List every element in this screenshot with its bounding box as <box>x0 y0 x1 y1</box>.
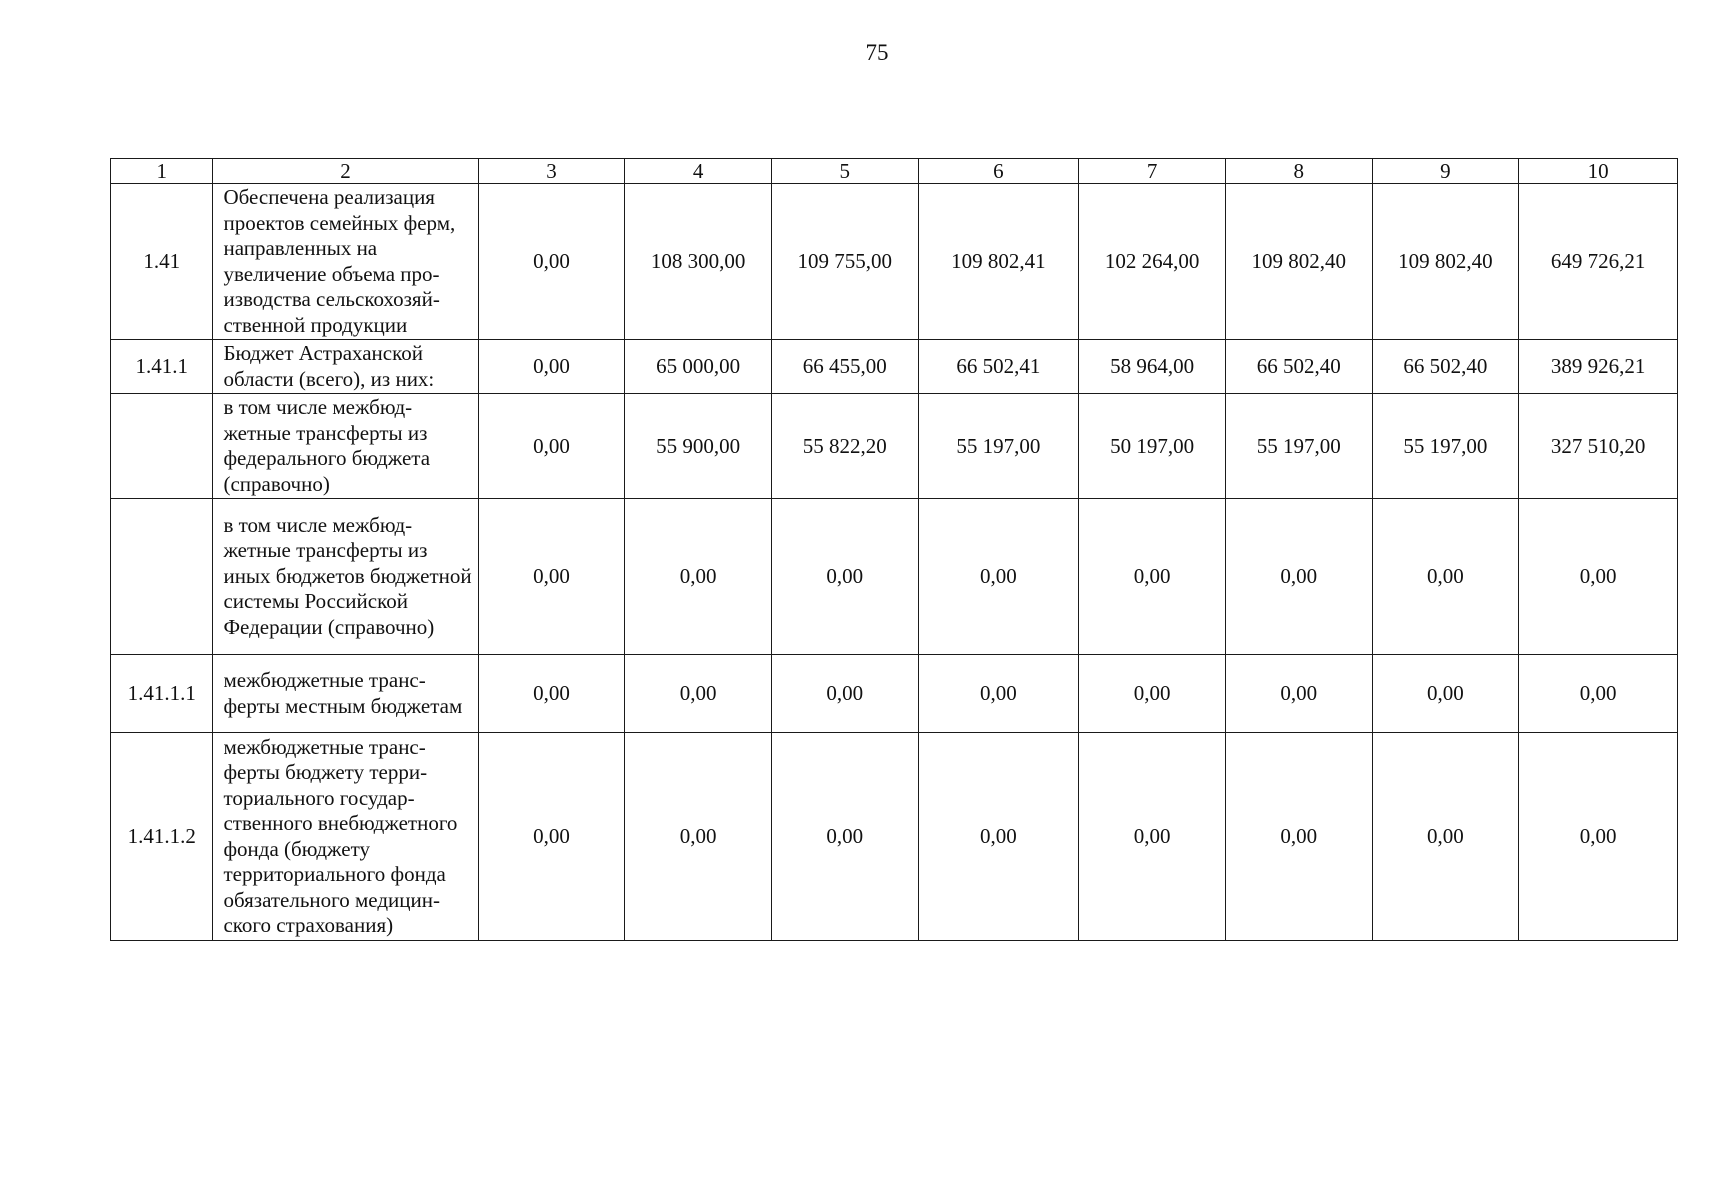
table-row <box>111 655 1678 733</box>
value-cell: 66 502,40 <box>1372 340 1519 394</box>
value-cell: 0,00 <box>1079 733 1226 941</box>
row-description: межбюджетные трансферты бюджету территориального государственного внебюджетного фонда (бюджету территориального фонда обязательного медицинского страхования) <box>213 733 478 941</box>
value-cell: 0,00 <box>478 184 625 340</box>
column-header: 2 <box>213 159 478 184</box>
value-cell: 58 964,00 <box>1079 340 1226 394</box>
value-cell: 109 802,40 <box>1372 184 1519 340</box>
row-code <box>111 394 213 499</box>
budget-table <box>110 158 1678 941</box>
column-header: 8 <box>1225 159 1372 184</box>
value-cell: 0,00 <box>478 655 625 733</box>
value-cell: 109 802,41 <box>918 184 1079 340</box>
row-description: Обеспечена реализация проектов семейных ферм, направленных на увеличение объема производства сельскохозяйственной продукции <box>213 184 478 340</box>
column-header: 4 <box>625 159 772 184</box>
value-cell: 0,00 <box>1372 655 1519 733</box>
table-row <box>111 340 1678 394</box>
value-cell: 0,00 <box>1225 655 1372 733</box>
value-cell: 108 300,00 <box>625 184 772 340</box>
value-cell: 55 822,20 <box>771 394 918 499</box>
value-cell: 0,00 <box>1372 733 1519 941</box>
value-cell: 0,00 <box>1519 733 1678 941</box>
column-number-header-row <box>111 159 1678 184</box>
value-cell: 65 000,00 <box>625 340 772 394</box>
value-cell: 55 900,00 <box>625 394 772 499</box>
value-cell: 102 264,00 <box>1079 184 1226 340</box>
value-cell: 0,00 <box>771 655 918 733</box>
table-row <box>111 184 1678 340</box>
value-cell: 0,00 <box>1225 499 1372 655</box>
value-cell: 0,00 <box>918 733 1079 941</box>
column-header: 9 <box>1372 159 1519 184</box>
value-cell: 0,00 <box>918 499 1079 655</box>
table-row <box>111 394 1678 499</box>
row-code: 1.41.1.2 <box>111 733 213 941</box>
value-cell: 66 455,00 <box>771 340 918 394</box>
value-cell: 0,00 <box>625 733 772 941</box>
value-cell: 327 510,20 <box>1519 394 1678 499</box>
value-cell: 109 802,40 <box>1225 184 1372 340</box>
value-cell: 0,00 <box>478 499 625 655</box>
table-row <box>111 733 1678 941</box>
value-cell: 55 197,00 <box>1225 394 1372 499</box>
row-code <box>111 499 213 655</box>
row-code: 1.41 <box>111 184 213 340</box>
value-cell: 0,00 <box>625 499 772 655</box>
value-cell: 109 755,00 <box>771 184 918 340</box>
column-header: 3 <box>478 159 625 184</box>
row-description: межбюджетные трансферты местным бюджетам <box>213 655 478 733</box>
column-header: 5 <box>771 159 918 184</box>
column-header: 7 <box>1079 159 1226 184</box>
value-cell: 0,00 <box>1225 733 1372 941</box>
value-cell: 0,00 <box>771 733 918 941</box>
column-header: 10 <box>1519 159 1678 184</box>
value-cell: 66 502,40 <box>1225 340 1372 394</box>
value-cell: 0,00 <box>1079 655 1226 733</box>
value-cell: 66 502,41 <box>918 340 1079 394</box>
row-code: 1.41.1 <box>111 340 213 394</box>
value-cell: 55 197,00 <box>1372 394 1519 499</box>
row-description: Бюджет Астраханской области (всего), из них: <box>213 340 478 394</box>
value-cell: 0,00 <box>1372 499 1519 655</box>
row-code: 1.41.1.1 <box>111 655 213 733</box>
row-description: в том числе межбюджетные трансферты из иных бюджетов бюджетной системы Российской Федерации (справочно) <box>213 499 478 655</box>
value-cell: 0,00 <box>625 655 772 733</box>
column-header: 1 <box>111 159 213 184</box>
value-cell: 0,00 <box>478 340 625 394</box>
value-cell: 649 726,21 <box>1519 184 1678 340</box>
value-cell: 55 197,00 <box>918 394 1079 499</box>
column-header: 6 <box>918 159 1079 184</box>
value-cell: 0,00 <box>1079 499 1226 655</box>
value-cell: 0,00 <box>771 499 918 655</box>
value-cell: 50 197,00 <box>1079 394 1226 499</box>
table-row <box>111 499 1678 655</box>
page-number: 75 <box>865 40 889 65</box>
row-description: в том числе межбюджетные трансферты из федерального бюджета (справочно) <box>213 394 478 499</box>
value-cell: 0,00 <box>918 655 1079 733</box>
value-cell: 0,00 <box>478 394 625 499</box>
value-cell: 0,00 <box>1519 499 1678 655</box>
value-cell: 0,00 <box>478 733 625 941</box>
value-cell: 389 926,21 <box>1519 340 1678 394</box>
value-cell: 0,00 <box>1519 655 1678 733</box>
